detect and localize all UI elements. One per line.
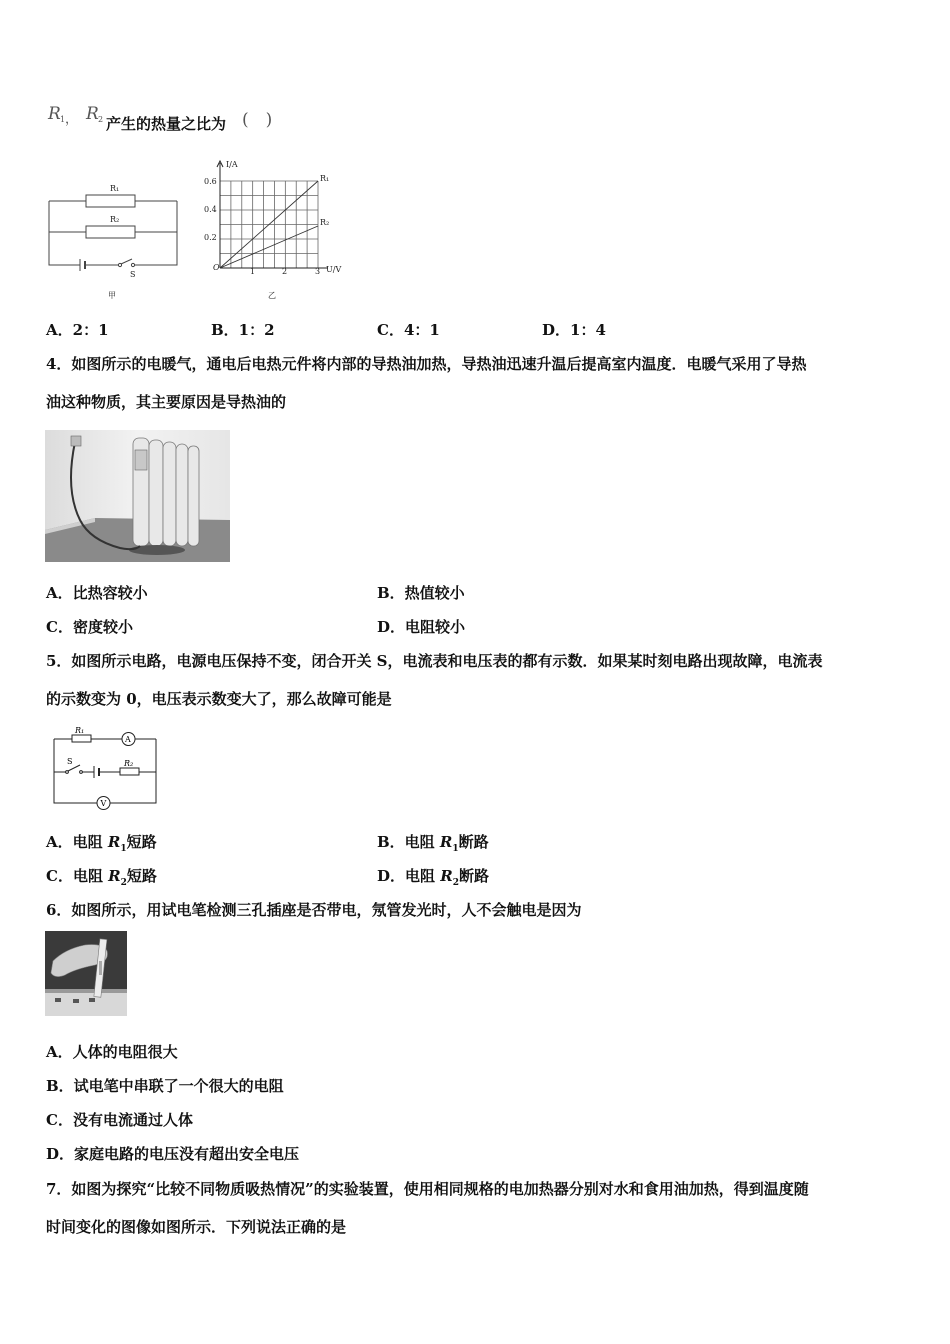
q3-stem-text: 产生的热量之比为 [106, 115, 227, 133]
q3-circuit-figure [40, 172, 190, 307]
q6-stem-line1: 6．如图所示，用试电笔检测三孔插座是否带电，氖管发光时，人不会触电是因为 [46, 901, 582, 919]
q3-option-d[interactable]: D．1：4 [542, 321, 606, 339]
q5-option-d-resistor: R [440, 867, 453, 885]
q6-test-pen-photo [45, 931, 127, 1016]
q3-fig-a-r2-label: R₂ [110, 215, 120, 224]
q5-option-a-resistor: R [107, 833, 121, 851]
q5-r1-label: R₁ [75, 726, 85, 735]
q5-r2-label: R₂ [124, 759, 134, 768]
q3-graph-x-tick: 2 [282, 267, 288, 276]
q5-option-d-prefix: D．电阻 [377, 867, 441, 885]
q4-heater-photo [45, 430, 230, 562]
q5-stem-line2: 的示数变为 0，电压表示数变大了，那么故障可能是 [46, 690, 392, 708]
q3-graph-r1-label: R₁ [320, 174, 330, 183]
q5-option-d-sub: 2 [452, 878, 459, 888]
q3-fig-a-r1-label: R₁ [110, 184, 120, 193]
q5-option-a-sub: 1 [120, 844, 127, 854]
q4-option-d[interactable]: D．电阻较小 [377, 618, 466, 636]
q6-option-b[interactable]: B．试电笔中串联了一个很大的电阻 [46, 1077, 284, 1095]
q3-graph-origin: O [213, 263, 220, 272]
q3-graph-y-tick: 0.4 [204, 205, 217, 214]
q5-circuit-figure [48, 722, 163, 812]
q3-r2-symbol: R [86, 104, 99, 124]
q5-option-b-resistor: R [439, 833, 453, 851]
q3-r1-sub: 1 [60, 115, 66, 124]
q5-option-a[interactable] [46, 832, 157, 859]
q7-stem-line2: 时间变化的图像如图所示．下列说法正确的是 [46, 1218, 347, 1236]
q3-graph-y-label: I/A [226, 160, 238, 169]
q4-option-a[interactable]: A．比热容较小 [46, 584, 148, 602]
q3-graph-y-tick: 0.6 [204, 177, 217, 186]
q3-r1-symbol: R [48, 104, 61, 124]
q5-option-b-sub: 1 [452, 844, 459, 854]
q6-option-d[interactable]: D．家庭电路的电压没有超出安全电压 [46, 1145, 300, 1163]
q4-option-b[interactable]: B．热值较小 [377, 584, 465, 602]
q3-fig-a-switch-label: S [130, 270, 136, 279]
q3-iu-graph [200, 155, 355, 305]
q5-option-c-suffix: 短路 [126, 867, 157, 885]
q3-separator: ， [65, 112, 79, 127]
q6-option-a[interactable]: A．人体的电阻很大 [46, 1043, 178, 1061]
q5-option-a-prefix: A．电阻 [46, 833, 108, 851]
q3-graph-x-label: U/V [326, 265, 342, 274]
q3-r2-sub: 2 [98, 115, 104, 124]
q5-option-c-sub: 2 [120, 878, 127, 888]
q3-fig-a-caption: 甲 [108, 291, 116, 300]
q5-option-a-suffix: 短路 [126, 833, 157, 851]
q4-option-c[interactable]: C．密度较小 [46, 618, 133, 636]
q3-option-b[interactable]: B．1：2 [211, 321, 275, 339]
q3-answer-paren: ( ) [242, 110, 273, 130]
q4-stem-line2: 油这种物质，其主要原因是导热油的 [46, 393, 287, 411]
q4-stem-line1: 4．如图所示的电暖气，通电后电热元件将内部的导热油加热，导热油迅速升温后提高室内温度．电暖气采用了导热 [46, 355, 807, 373]
q5-option-c-prefix: C．电阻 [46, 867, 109, 885]
q5-stem-line1: 5．如图所示电路，电源电压保持不变，闭合开关 S，电流表和电压表的都有示数．如果某时刻电路出现故障，电流表 [46, 652, 823, 670]
q5-option-d[interactable] [377, 866, 489, 893]
q7-stem-line1: 7．如图为探究“比较不同物质吸热情况”的实验装置，使用相同规格的电加热器分别对水和食用油加热，得到温度随 [46, 1180, 809, 1198]
q3-fig-b-caption: 乙 [268, 291, 276, 300]
q5-option-c[interactable] [46, 866, 157, 893]
q5-switch-label: S [67, 757, 73, 766]
q5-option-b-prefix: B．电阻 [377, 833, 440, 851]
q3-graph-line-r2 [220, 226, 318, 268]
q5-option-b[interactable] [377, 832, 489, 859]
q6-option-c[interactable]: C．没有电流通过人体 [46, 1111, 193, 1129]
q5-option-b-suffix: 断路 [458, 833, 489, 851]
q3-option-a[interactable]: A．2：1 [46, 321, 109, 339]
q5-voltmeter-label: V [100, 799, 107, 808]
q3-graph-x-tick: 3 [315, 267, 321, 276]
q5-option-c-resistor: R [108, 867, 121, 885]
q3-graph-x-tick: 1 [250, 267, 256, 276]
q3-graph-r2-label: R₂ [320, 218, 330, 227]
q5-option-d-suffix: 断路 [458, 867, 489, 885]
q5-ammeter-label: A [125, 735, 131, 744]
q3-graph-y-tick: 0.2 [204, 233, 217, 242]
q3-stem [48, 104, 348, 134]
q3-option-c[interactable]: C．4：1 [377, 321, 440, 339]
